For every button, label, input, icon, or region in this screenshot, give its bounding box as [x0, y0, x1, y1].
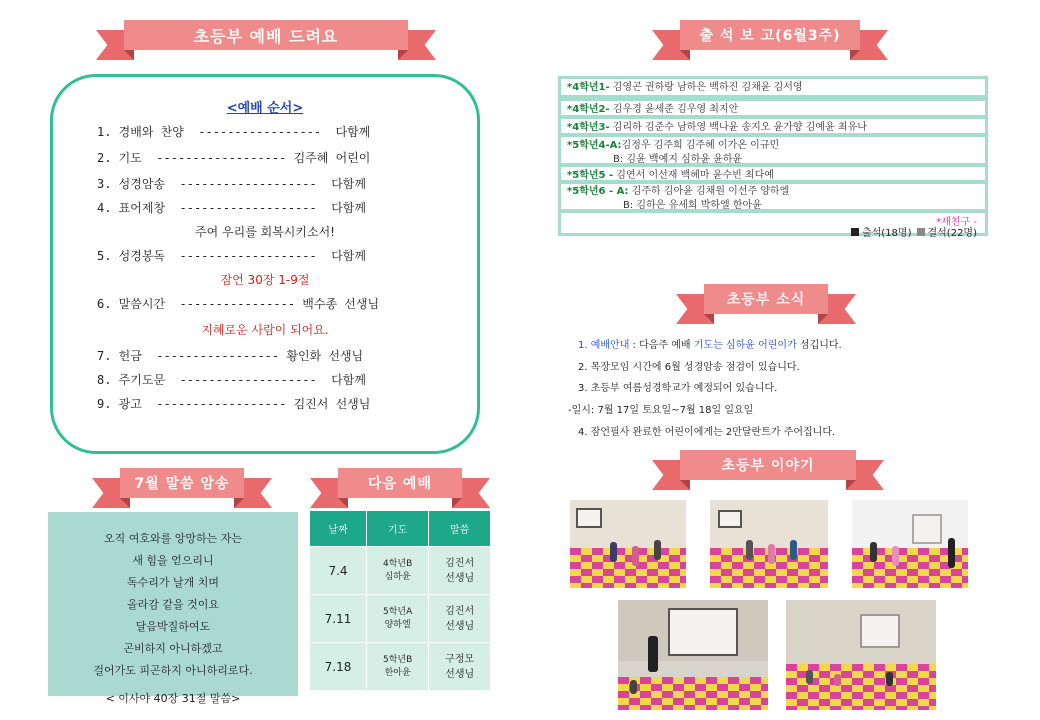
prayer-cell: 4학년B 심하윤: [367, 547, 429, 595]
order-item: 1. 경배와 찬양 ----------------- 다함께: [97, 125, 371, 139]
story-banner: [652, 450, 884, 490]
news-banner-text: 초등부 소식: [704, 284, 828, 314]
attendance-row: *4학년3- 김리하 김준수 남하영 백나윤 송지오 윤가향 김예윤 최유나: [558, 116, 988, 136]
attendance-banner: [652, 20, 888, 60]
verse-reference: < 이사야 40장 31절 말씀>: [105, 692, 241, 705]
attendance-banner-text: 출 석 보 고(6월3주): [680, 20, 860, 50]
attendance-summary: [558, 210, 988, 239]
class-photo: [570, 500, 686, 588]
class-photo: [786, 600, 936, 710]
attendance-row: *5학년5 - 김연서 이선재 백혜마 윤수빈 최다예: [558, 164, 988, 184]
table-row: [310, 595, 491, 643]
order-title: <예배 순서>: [226, 101, 304, 116]
verse-line: 올라감 같을 것이요: [126, 598, 219, 611]
next-worship-banner-text: 다음 예배: [338, 468, 462, 498]
column-header: 기도: [367, 511, 429, 547]
worship-order-box: [50, 74, 480, 454]
prayer-cell: 5학년B 한아윤: [367, 643, 429, 691]
class-photo: [852, 500, 968, 588]
new-friend-label: *새친구 -: [936, 217, 977, 228]
attendance-totals: 출석(18명) 결석(22명): [851, 224, 977, 239]
next-worship-banner: [310, 468, 490, 508]
verse-line: 걸어가도 피곤하지 아니하리로다.: [93, 664, 253, 677]
slogan: 주여 우리를 회복시키소서!: [195, 225, 335, 239]
date-cell: 7.18: [310, 643, 367, 691]
news-item: 1. 예배안내 : 다음주 예배 기도는 심하윤 어린이가 섬깁니다.: [578, 340, 842, 351]
worship-banner: [96, 20, 436, 60]
table-header-row: [310, 511, 491, 547]
news-banner: [676, 284, 856, 324]
order-item: 3. 성경암송 ------------------- 다함께: [97, 177, 366, 191]
scripture-ref: 잠언 30장 1-9절: [220, 273, 310, 287]
sermon-title: 지혜로운 사람이 되어요.: [201, 323, 329, 337]
story-banner-text: 초등부 이야기: [680, 450, 856, 480]
column-header: 말씀: [429, 511, 491, 547]
class-photo: [710, 500, 828, 588]
date-cell: 7.11: [310, 595, 367, 643]
order-item: 4. 표어제창 ------------------- 다함께: [97, 201, 366, 215]
sermon-cell: 김진서 선생님: [429, 595, 491, 643]
order-item: 8. 주기도문 ------------------- 다함께: [97, 373, 366, 387]
attendance-row: *5학년6 - A: 김주하 김아윤 김채원 이선주 양하엘 B: 김하은 유세희 박하엘 한아윤: [558, 180, 988, 212]
verse-banner-text: 7월 말씀 암송: [120, 468, 244, 498]
table-row: [310, 643, 491, 691]
verse-line: 오직 여호와를 앙망하는 자는: [103, 532, 242, 545]
news-item: 2. 목장모임 시간에 6월 성경암송 점검이 있습니다.: [578, 362, 800, 373]
date-cell: 7.4: [310, 547, 367, 595]
next-worship-table: [309, 510, 491, 691]
verse-line: 곤비하지 아니하겠고: [123, 642, 223, 655]
present-square-icon: [851, 228, 859, 236]
attendance-row: *4학년2- 김우경 윤세준 김우영 최지안: [558, 98, 988, 118]
absent-square-icon: [917, 228, 925, 236]
attendance-row: *5학년4-A:김정우 김주희 김주혜 이가온 이규민 B: 김윤 백예지 심하윤 윤하윤: [558, 134, 988, 166]
sermon-cell: 구정모 선생님: [429, 643, 491, 691]
prayer-cell: 5학년A 양하엘: [367, 595, 429, 643]
verse-line: 새 힘을 얻으리니: [132, 554, 214, 567]
news-item: 3. 초등부 여름성경학교가 예정되어 있습니다.: [578, 383, 778, 394]
memory-verse-box: [48, 512, 298, 705]
news-item: 4. 잠언필사 완료한 어린이에게는 2만달란트가 주어집니다.: [578, 427, 836, 438]
verse-line: 독수리가 날개 치며: [126, 576, 219, 589]
order-item: 2. 기도 ------------------ 김주혜 어린이: [97, 151, 371, 165]
column-header: 날짜: [310, 511, 367, 547]
verse-banner: [92, 468, 272, 508]
order-item: 9. 광고 ------------------ 김진서 선생님: [97, 397, 371, 411]
attendance-row: *4학년1- 김영곤 권하랑 남하은 백하진 김채윤 김서영: [558, 76, 988, 98]
worship-banner-text: 초등부 예배 드려요: [124, 20, 408, 50]
order-item: 6. 말씀시간 ---------------- 백수종 선생님: [97, 297, 380, 311]
table-row: [310, 547, 491, 595]
verse-line: 달음박질하여도: [135, 620, 211, 633]
news-item: -일시: 7월 17일 토요일~7월 18일 일요일: [568, 405, 754, 416]
sermon-cell: 김진서 선생님: [429, 547, 491, 595]
order-item: 7. 헌금 ----------------- 황인화 선생님: [97, 349, 364, 363]
class-photo: [618, 600, 768, 710]
order-item: 5. 성경봉독 ------------------- 다함께: [97, 249, 366, 263]
